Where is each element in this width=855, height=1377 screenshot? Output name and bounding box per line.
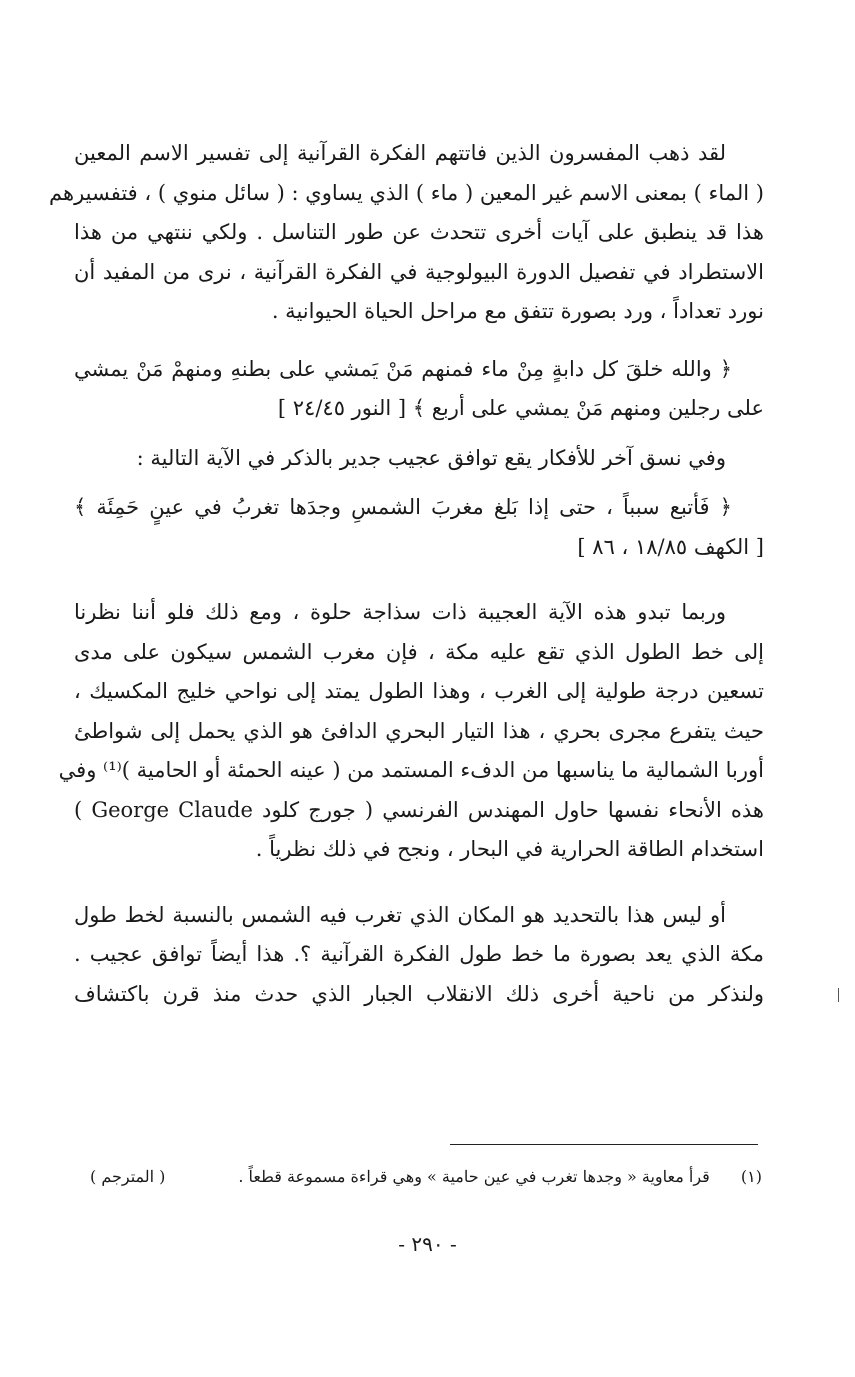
text-line: أوربا الشمالية ما يناسبها من الدفء المستمد من ( عينه الحمئة أو الحامية )⁽¹⁾ وفي [58,758,764,782]
footnote [90,1165,762,1189]
text-line: استخدام الطاقة الحرارية في البحار ، ونجح في ذلك نظرياً . [255,837,764,861]
text-line: نورد تعداداً ، ورد بصورة تتفق مع مراحل الحياة الحيوانية . [271,299,764,323]
page-body [49,134,764,1014]
scan-mark [838,988,839,1002]
text-line: ﴿ والله خلقَ كل دابةٍ مِنْ ماء فمنهم مَنْ يَمشي على بطنهِ ومنهمْ مَنْ يمشي [74,356,732,381]
text-line: إلى خط الطول الذي تقع عليه مكة ، فإن مغرب الشمس سيكون على مدى [74,639,764,664]
text-line: هذه الأنحاء نفسها حاول المهندس الفرنسي ( جورج كلود George Claude ) [74,797,764,822]
footnote-attribution: ( المترجم ) [90,1167,166,1186]
text-line: وفي نسق آخر للأفكار يقع توافق عجيب جدير بالذكر في الآية التالية : [136,445,726,470]
footnote-number: (١) [740,1167,762,1186]
paragraph [49,134,764,332]
text-line: ﴿ فَأتبع سبباً ، حتى إذا بَلغ مغربَ الشمسِ وجدَها تغربُ في عينٍ حَمِئَة ﴾ [74,495,732,519]
paragraph [58,593,764,870]
text-line: أو ليس هذا بالتحديد هو المكان الذي تغرب فيه الشمس بالنسبة لخط طول [74,902,726,927]
page-number: - ٢٩٠ - [398,1232,457,1256]
text-line: ولنذكر من ناحية أخرى ذلك الانقلاب الجبار الذي حدث منذ قرن باكتشاف [74,981,764,1006]
text-line: مكة الذي يعد بصورة ما خط طول الفكرة القرآنية ؟. هذا أيضاً توافق عجيب . [74,942,764,966]
text-line: على رجلين ومنهم مَنْ يمشي على أربع ﴾ [ النور ٢٤/٤٥ ] [277,396,764,420]
text-line: هذا قد ينطبق على آيات أخرى تتحدث عن طور التناسل . ولكي ننتهي من هذا [74,220,764,244]
text-line: ( الماء ) بمعنى الاسم غير المعين ( ماء ) الذي يساوي : ( سائل منوي ) ، فتفسيرهم [49,180,764,205]
footnote-text: قرأ معاوية « وجدها تغرب في عين حامية » وهي قراءة مسموعة قطعاً . [238,1167,710,1186]
paragraph [74,439,764,479]
text-line: الاستطراد في تفصيل الدورة البيولوجية في الفكرة القرآنية ، نرى من المفيد أن [74,259,764,284]
footnote-divider [450,1144,758,1145]
text-line: [ الكهف ١٨/٨٥ ، ٨٦ ] [577,534,764,559]
text-line: تسعين درجة طولية إلى الغرب ، وهذا الطول يمتد إلى نواحي خليج المكسيك ، [74,679,764,703]
text-line: لقد ذهب المفسرون الذين فاتتهم الفكرة القرآنية إلى تفسير الاسم المعين [74,141,726,165]
text-line: وربما تبدو هذه الآية العجيبة ذات سذاجة حلوة ، ومع ذلك فلو أننا نظرنا [74,600,726,624]
quran-quote [74,488,764,567]
quran-quote [74,350,764,429]
text-line: حيث يتفرع مجرى بحري ، هذا التيار البحري الدافئ هو الذي يحمل إلى شواطئ [74,718,764,743]
paragraph [74,896,764,1015]
